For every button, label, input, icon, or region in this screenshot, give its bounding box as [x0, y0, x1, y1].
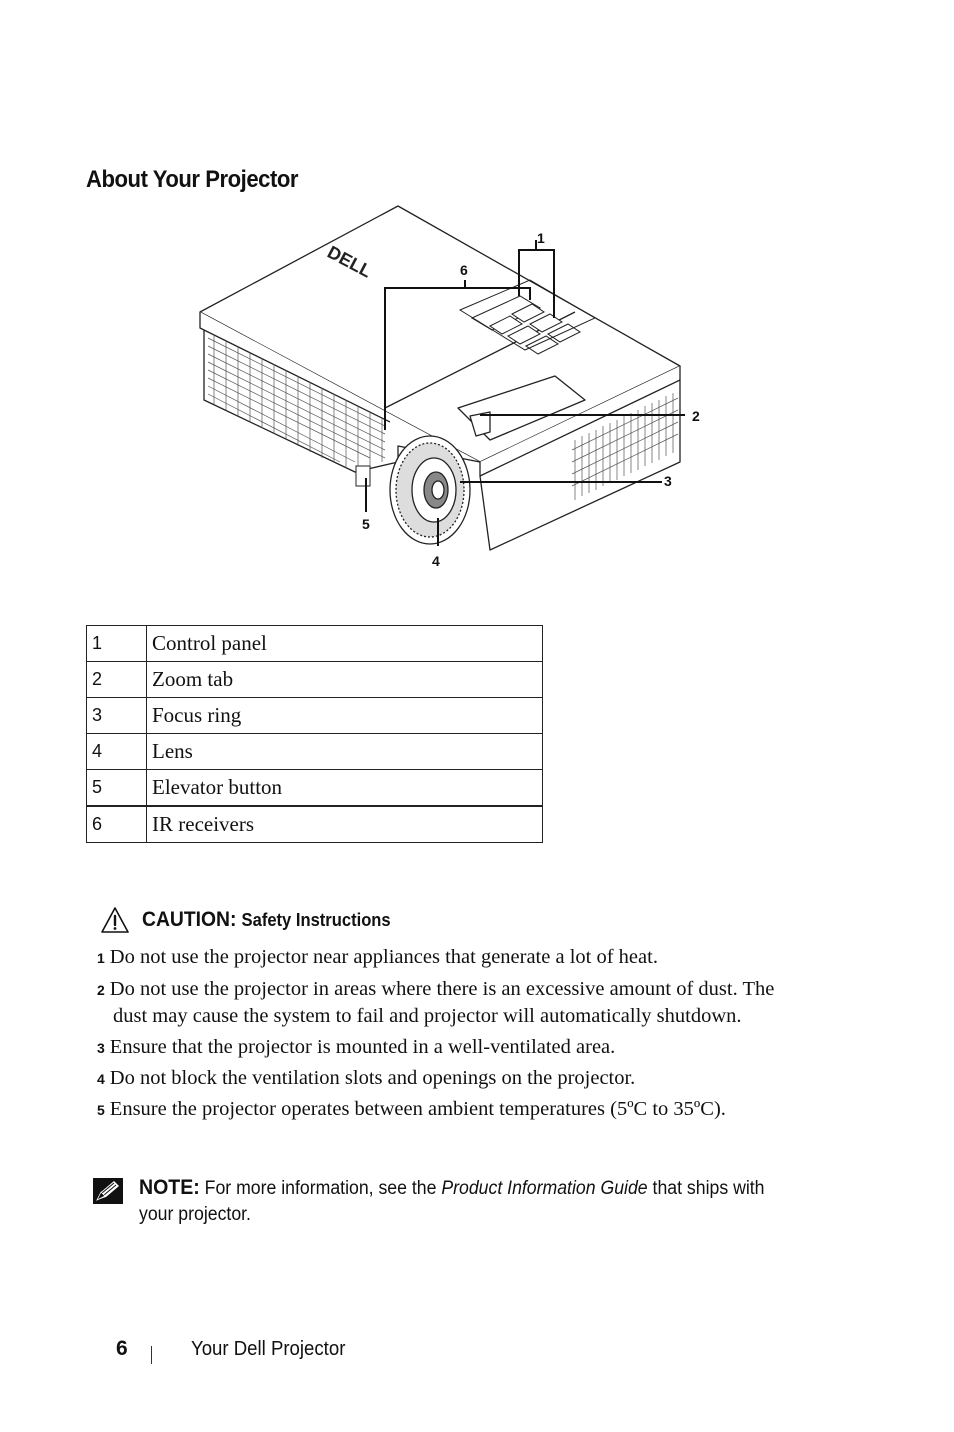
- safety-item: [97, 1034, 837, 1061]
- caution-title: Safety Instructions: [241, 910, 391, 930]
- part-number: 6: [87, 806, 147, 843]
- safety-item-text: Ensure that the projector is mounted in a well-ventilated area.: [109, 1036, 616, 1058]
- warning-triangle-icon: [100, 906, 130, 934]
- part-number: 1: [87, 626, 147, 662]
- part-number: 5: [87, 770, 147, 807]
- part-label: IR receivers: [147, 806, 543, 843]
- safety-item: [97, 1065, 837, 1092]
- note-text-before: For more information, see the: [204, 1178, 437, 1199]
- note-text-line2: your projector.: [139, 1204, 251, 1225]
- safety-item-text: Do not use the projector in areas where there is an excessive amount of dust. The: [109, 978, 775, 1000]
- note-label: NOTE:: [139, 1176, 200, 1199]
- part-label: Zoom tab: [147, 662, 543, 698]
- safety-item-text: Do not use the projector near appliances that generate a lot of heat.: [109, 946, 658, 968]
- footer-title: Your Dell Projector: [191, 1338, 346, 1360]
- note-pencil-icon: [92, 1177, 124, 1205]
- table-row: [87, 662, 543, 698]
- callout-6: 6: [460, 262, 468, 278]
- safety-item: [97, 1096, 837, 1123]
- callout-3: 3: [664, 473, 672, 489]
- safety-item-number: 4: [97, 1071, 105, 1087]
- note-text: [139, 1175, 790, 1228]
- parts-table: [86, 625, 543, 843]
- part-label: Elevator button: [147, 770, 543, 807]
- safety-item-number: 2: [97, 982, 105, 998]
- table-row: [87, 734, 543, 770]
- safety-item-number: 1: [97, 950, 105, 966]
- note-guide-title: Product Information Guide: [441, 1178, 648, 1199]
- dell-logo: DELL: [324, 241, 376, 282]
- callout-5: 5: [362, 516, 370, 532]
- safety-item-text: Ensure the projector operates between ambient temperatures (5ºC to 35ºC).: [109, 1098, 726, 1120]
- safety-item-text-continued: dust may cause the system to fail and projector will automatically shutdown.: [113, 1005, 742, 1027]
- projector-diagram: [190, 200, 730, 580]
- callout-4: 4: [432, 553, 440, 569]
- part-number: 3: [87, 698, 147, 734]
- note-text-after: that ships with: [652, 1178, 765, 1199]
- part-label: Lens: [147, 734, 543, 770]
- caution-label: CAUTION:: [142, 908, 237, 931]
- table-row: [87, 806, 543, 843]
- elevator-button: [356, 466, 370, 486]
- page-heading: About Your Projector: [86, 166, 299, 193]
- callout-2: 2: [692, 408, 700, 424]
- part-label: Focus ring: [147, 698, 543, 734]
- safety-item: [97, 944, 837, 971]
- part-number: 4: [87, 734, 147, 770]
- table-row: [87, 770, 543, 807]
- caution-heading: [100, 903, 412, 937]
- safety-item-text: Do not block the ventilation slots and openings on the projector.: [109, 1067, 636, 1089]
- table-row: [87, 698, 543, 734]
- lens-assembly: [390, 436, 470, 544]
- footer-separator: [151, 1346, 152, 1364]
- table-row: [87, 626, 543, 662]
- page-number: 6: [116, 1337, 128, 1360]
- part-number: 2: [87, 662, 147, 698]
- safety-item-number: 3: [97, 1040, 105, 1056]
- part-label: Control panel: [147, 626, 543, 662]
- safety-item-number: 5: [97, 1102, 105, 1118]
- callout-1: 1: [537, 230, 545, 246]
- safety-item: [97, 976, 837, 1029]
